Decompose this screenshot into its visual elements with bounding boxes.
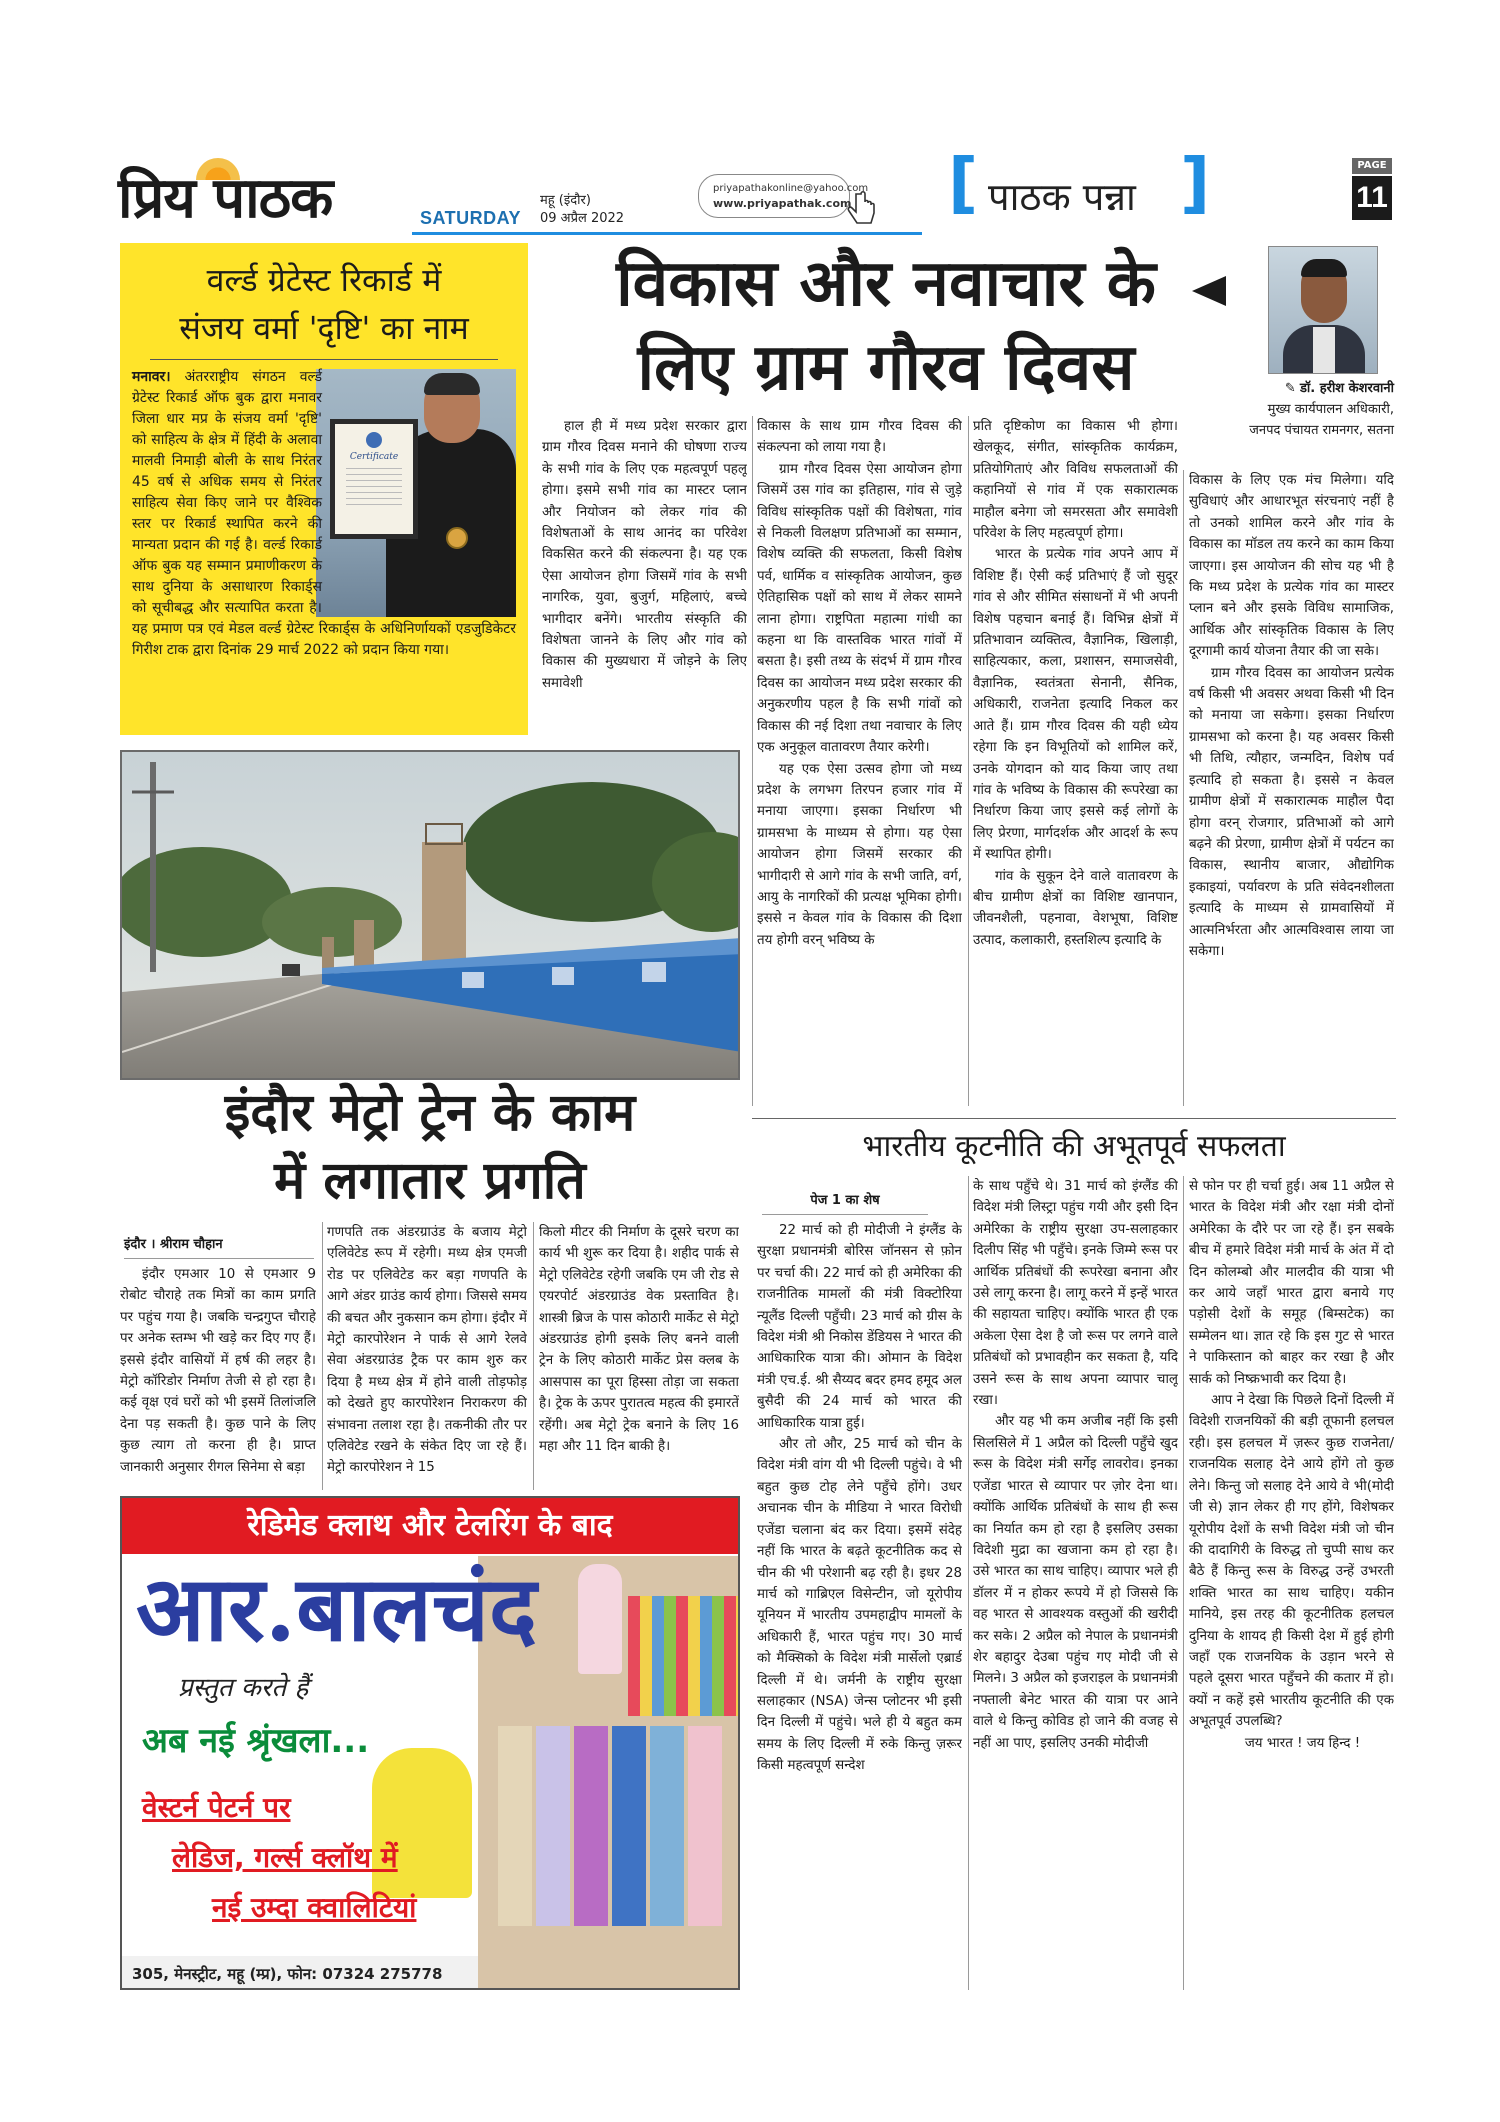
diplo-col2-p2: और यह भी कम अजीब नहीं कि इसी सिलसिले में 1 अप्रैल को दिल्ली पहुँचे खुद रूस के विदेश मंत्री सर्गेइ लावरोव। इनका एजेंडा भारत से व्यापार पर ज़ोर देना था। क्योंकि आर्थिक प्रतिबंधों के साथ ही रूस का निर्यात कम हो रहा है इसलिए उसका विदेशी मुद्रा का खजाना कम हो रहा है। उसे भारत का साथ चाहिए। व्यापार भले ही डॉलर में न होकर रूपये में हो जिससे कि वह भारत से आवश्यक वस्तुओं की खरीदी कर सके। 2 अप्रैल को नेपाल के प्रधानमंत्री शेर बहादुर देउबा पहुंच गए मोदी जी से मिलने। 3 अप्रैल को इजराइल के प्रधानमंत्री नफ्ताली बेनेट भारत की यात्रा पर आने वाले थे किन्तु कोविड हो जाने की वजह से नहीं आ पाए, इसलिए उनकी मोदीजी	[973, 1414, 1178, 1751]
gram-column-3	[973, 416, 1178, 1110]
ad-line-1: वेस्टर्न पेटर्न पर	[142, 1791, 291, 1824]
gram-col2-p2: ग्राम गौरव दिवस ऐसा आयोजन होगा जिसमें उस गांव का इतिहास, गांव से जुड़े विविध सांस्कृतिक पक्षों की विशेषता, गांव से निकली विलक्षण प्रतिभाओं का सम्मान, विशेष व्यक्ति की सफलता, किसी विशेष पर्व, धार्मिक व सांस्कृतिक आयोजन, कुछ ऐतिहासिक पक्षों को साथ में लेकर सामने लाना होगा। राष्ट्रपिता महात्मा गांधी का कहना था कि वास्तविक भारत गांवों में बसता है। इसी तथ्य के संदर्भ में ग्राम गौरव दिवस का आयोजन मध्य प्रदेश सरकार की अनुकरणीय पहल है कि सभी गांवों को विकास की नई दिशा तथा नवाचार के लिए एक अनुकूल वातावरण तैयार करेगी।	[757, 461, 962, 756]
diplomacy-column-1	[757, 1220, 962, 1990]
author-hair	[1301, 259, 1347, 277]
section-divider	[752, 1118, 1396, 1119]
diplomacy-headline: भारतीय कूटनीति की अभूतपूर्व सफलता	[862, 1129, 1286, 1164]
date: 09 अप्रैल 2022	[540, 211, 625, 226]
column-rule	[752, 416, 753, 1106]
page-label: PAGE	[1357, 160, 1387, 171]
gram-headline-1: विकास और नवाचार के	[616, 246, 1156, 321]
column-rule	[533, 1222, 534, 1490]
metro-headline-2: में लगातार प्रगति	[274, 1150, 586, 1211]
page-number-value: 11	[1356, 181, 1388, 214]
column-rule	[1183, 1176, 1184, 1990]
ad-top-banner: रेडिमेड क्लाथ और टेलरिंग के बाद	[122, 1498, 738, 1554]
ad-line-2: लेडिज, गर्ल्स क्लॉथ में	[172, 1841, 398, 1874]
gram-col3-p3: गांव के सुकून देने वाले वातावरण के बीच ग्रामीण क्षेत्रों का विशिष्ट खानपान, जीवनशैली, पहनावा, वेशभूषा, विशिष्ट उत्पाद, कलाकारी, हस्तशिल्प इत्यादि के	[973, 868, 1178, 948]
column-rule	[1183, 470, 1184, 1106]
metro-col1-p1: इंदौर एमआर 10 से एमआर 9 रोबोट चौराहे तक मित्रों का काम प्रगति पर पहुंच गया है। जबकि चन्द्रगुप्त चौराहे पर अनेक स्तम्भ भी खड़े कर दिए गए हैं। इससे इंदौर वासियों में हर्ष की लहर है। मेट्रो कॉरिडोर निर्माण तेजी से हो रहा है। कई वृक्ष एवं घरों को भी इसमें तिलांजलि देना पड़ सकती है। कुछ पाने के लिए कुछ त्याग तो करना ही है। प्राप्त जानकारी अनुसार रीगल सिनेमा से बड़ा	[120, 1267, 316, 1475]
metro-byline: इंदौर । श्रीराम चौहान	[124, 1237, 223, 1252]
diplo-col3-p3: जय भारत ! जय हिन्द !	[1244, 1735, 1361, 1751]
author-photo	[1268, 246, 1378, 374]
ad-brand: आर.बालचंद	[136, 1556, 537, 1662]
gram-headline-2: लिए ग्राम गौरव दिवस	[637, 330, 1135, 405]
section-bracket-left: [	[948, 144, 979, 221]
gram-col3-p2: भारत के प्रत्येक गांव अपने आप में विशिष्ट हैं। ऐसी कई प्रतिभाएं हैं जो सुदूर गांव से और सीमित संसाधनों में भी अपनी विशेष पहचान बनाई हैं। विभिन्न क्षेत्रों में प्रतिभावान व्यक्तित्व, वैज्ञानिक, खिलाड़ी, साहित्यकार, कला, प्रशासन, समाजसेवी, वैज्ञानिक, स्वतंत्रता सेनानी, सैनिक, अधिकारी, राजनेता इत्यादि निकल कर आते हैं। ग्राम गौरव दिवस की यही ध्येय रहेगा कि इन विभूतियों को शामिल करें, उनके योगदान को याद किया जाए तथा गांव के भविष्य के विकास की रूपरेखा का निर्धारण किया जाए इससे कई लोगों के लिए प्रेरणा, मार्गदर्शक और आदर्श के रूप में स्थापित होगी।	[973, 547, 1178, 863]
gram-col4-p2: ग्राम गौरव दिवस का आयोजन प्रत्येक वर्ष किसी भी अवसर अथवा किसी भी दिन को मनाया जा सकेगा। इसका निर्धारण ग्रामसभा को करना है। यह अवसर किसी भी तिथि, त्यौहार, जन्मदिन, विशेष पर्व इत्यादि हो सकता है। इससे न केवल ग्रामीण क्षेत्रों में सकारात्मक माहौल पैदा होगा वरन् रोजगार, प्रतिभाओं को आगे बढ़ने की प्रेरणा, ग्रामीण क्षेत्रों में पर्यटन का विकास, स्थानीय बाजार, औद्योगिक इकाइयां, पर्यावरण के प्रति संवेदनशीलता इत्यादि के माध्यम से ग्रामवासियों में आत्मनिर्भरता और आत्मविश्वास लाया जा सकेगा।	[1189, 665, 1394, 959]
section-title: पाठक पन्ना	[988, 175, 1136, 219]
record-text: अंतरराष्ट्रीय संगठन वर्ल्ड ग्रेटेस्ट रिकार्ड ऑफ बुक द्वारा मनावर जिला धार मप्र के संजय वर्मा 'दृष्टि' को साहित्य के क्षेत्र में हिंदी के अलावा मालवी निमाड़ी बोली के साथ निरंतर 45 वर्ष से अधिक समय से निरंतर साहित्य सेवा किए जाने पर वैश्विक स्तर पर रिकार्ड स्थापित करने की मान्यता प्रदान की गई है। वर्ल्ड रिकार्ड ऑफ बुक यह सम्मान प्रमाणीकरण के साथ दुनिया के असाधारण रिकार्ड्स को सूचीबद्ध और सत्यापित करता है। यह प्रमाण पत्र एवं मेडल वर्ल्ड ग्रेटेस्ट रिकार्ड्स के अधिनिर्णायकों एडजुडिकेटर गिरीश टाक द्वारा दिनांक 29 मार्च 2022 को प्रदान किया गया।	[132, 369, 516, 658]
gram-col4-p1: विकास के लिए एक मंच मिलेगा। यदि सुविधाएं और आधारभूत संरचनाएं नहीं है तो उनको शामिल करने और गांव के विकास का मॉडल तय करने का काम किया जाएगा। इस आयोजन की सोच यह भी है कि मध्य प्रदेश के प्रत्येक गांव का मास्टर प्लान बने और इसके विविध सामाजिक, आर्थिक और सांस्कृतिक विकास के लिए दूरगामी कार्य योजना तैयार की जा सके।	[1189, 473, 1394, 660]
gram-col2-p1: विकास के साथ ग्राम गौरव दिवस की संकल्पना को लाया गया है।	[757, 419, 962, 456]
pen-icon: ✎	[1284, 381, 1300, 396]
ad-address: 305, मेनस्ट्रीट, महू (म्प्र), फोन: 07324 275778	[122, 1956, 478, 1990]
page-number-box	[1352, 158, 1392, 174]
author-block	[1188, 378, 1394, 441]
metro-column-1	[120, 1264, 316, 1490]
metro-headline-1: इंदौर मेट्रो ट्रेन के काम	[224, 1082, 636, 1143]
diplo-col3-p2: आप ने देखा कि पिछले दिनों दिल्ली में विदेशी राजनयिकों की बड़ी तूफानी हलचल रही। इस हलचल में ज़रूर कुछ राजनेता/ राजनयिक सलाह देने आये होंगे तो कुछ लेने। किन्तु जो सलाह देने आये वे भी(मोदी जी से) ज्ञान लेकर ही गए होंगे, विशेषकर यूरोपीय देशों के सभी विदेश मंत्री जो चीन की दादागिरी के विरुद्ध तो चुप्पी साध कर बैठे हैं किन्तु रूस के विरुद्ध उन्हें उभरती शक्ति भारत का साथ चाहिए। यकीन मानिये, इस तरह की कूटनीतिक हलचल दुनिया के शायद ही किसी देश में हुई होगी जहाँ एक राजनयिक के उड़ान भरने से पहले दूसरा भारत पहुँचने की कतार में हो। क्यों न कहें इसे भारतीय कूटनीति की एक अभूतपूर्व उपलब्धि?	[1189, 1393, 1394, 1730]
column-rule	[322, 1222, 323, 1490]
author-shirt	[1313, 327, 1335, 374]
author-title-1: मुख्य कार्यपालन अधिकारी,	[1267, 402, 1394, 417]
author-name: डॉ. हरीश केशरवानी	[1299, 381, 1394, 396]
gram-column-2	[757, 416, 962, 1110]
record-body	[132, 367, 516, 727]
diplomacy-label: पेज 1 का शेष	[810, 1193, 880, 1208]
record-dateline: मनावर।	[132, 369, 171, 385]
record-headline-2: संजय वर्मा 'दृष्टि' का नाम	[179, 309, 469, 347]
page-number	[1352, 176, 1392, 220]
masthead	[0, 144, 1500, 240]
contact-box	[698, 174, 869, 218]
label-rule	[762, 1214, 928, 1215]
logo: प्रिय पाठक	[118, 165, 333, 231]
author-title-2: जनपद पंचायत रामनगर, सतना	[1249, 423, 1394, 438]
diplo-col3-p1: से फोन पर ही चर्चा हुई। अब 11 अप्रैल से भारत के विदेश मंत्री और रक्षा मंत्री दोनों अमेरिका के दौरे पर जा रहे हैं। इन सबके बीच में हमारे विदेश मंत्री मार्च के अंत में दो दिन कोलम्बो और मालदीव की यात्रा भी कर आये जहाँ भारत द्वारा बनाये गए पड़ोसी देशों के समूह (बिम्सटेक) का सम्मेलन था। ज्ञात रहे कि इस गुट से भारत ने पाकिस्तान को बाहर कर रखा है और सार्क को निष्क्रभावी कर दिया है।	[1189, 1179, 1394, 1387]
gram-column-1	[542, 416, 747, 728]
byline-rule	[124, 1258, 314, 1259]
diplo-col2-p1: के साथ पहुँचे थे। 31 मार्च को इंग्लैंड की विदेश मंत्री लिस्ट्रा पहुंच गयी और इसी दिन अमेरिका के राष्ट्रीय सुरक्षा उप-सलाहकार दिलीप सिंह भी पहुँचे। इनके जिम्मे रूस पर आर्थिक प्रतिबंधों की रूपरेखा बनाना और उसे लागू करना है। लागू करने में इन्हें भारत की सहायता चाहिए। क्योंकि भारत ही एक अकेला ऐसा देश है जो रूस पर लगने वाले प्रतिबंधों को प्रभावहीन कर सकता है, यदि उसने रूस के साथ अपना व्यापार चालू रखा।	[973, 1179, 1178, 1409]
diplomacy-column-3	[1189, 1176, 1394, 1990]
ad-line-3: नई उम्दा क्वालिटियां	[212, 1891, 417, 1924]
gram-col3-p1: प्रति दृष्टिकोण का विकास भी होगा। खेलकूद, संगीत, सांस्कृतिक कार्यक्रम, प्रतियोगिताएं और विविध सफलताओं की कहानियों से गांव में एक सकारात्मक माहौल बनेगा जो समरसता और समावेशी परिवेश के लिए महत्वपूर्ण होगा।	[973, 419, 1178, 542]
metro-col3-p1: किलो मीटर की निर्माण के दूसरे चरण का कार्य भी शुरू कर दिया है। शहीद पार्क से मेट्रो एलिवेटेड रहेगी जबकि एम जी रोड से एयरपोर्ट अंडरग्राउंड वेक प्रस्तावित है। शास्त्री ब्रिज के पास कोठारी मार्केट से मेट्रो अंडरग्राउंड होगी इसके लिए बनने वाली ट्रेन के लिए कोठारी मार्केट प्रेस क्लब के आसपास का पूरा हिस्सा तोड़ा जा सकता है। ट्रेक के ऊपर पुरातत्व महत्व की इमारतें रहेंगी। अब मेट्रो ट्रेक बनाने के लिए 16 महा और 11 दिन बाकी है।	[539, 1225, 739, 1455]
place: महू (इंदौर)	[540, 193, 591, 208]
record-story-box	[120, 243, 528, 735]
day-label: SATURDAY	[420, 208, 522, 228]
headline-arrow-icon	[1192, 276, 1226, 306]
gram-column-4	[1189, 470, 1394, 1110]
section-bracket-right: ]	[1180, 144, 1211, 221]
record-headline-rule	[150, 359, 498, 360]
record-headline-1: वर्ल्ड ग्रेटेस्ट रिकार्ड में	[206, 261, 442, 299]
gram-col2-p3: यह एक ऐसा उत्सव होगा जो मध्य प्रदेश के लगभग तिरपन हजार गांव में मनाया जाएगा। इसका निर्धारण भी ग्रामसभा के माध्यम से होगा। यह ऐसा आयोजन होगा जिसमें सरकार की भागीदारी से आगे गांव के सभी जाति, वर्ग, आयु के नागरिकों की प्रत्यक्ष भूमिका होगी। इससे न केवल गांव के विकास की दिशा तय होगी वरन् भविष्य के	[757, 761, 962, 948]
column-rule	[968, 1176, 969, 1990]
metro-column-3	[539, 1222, 739, 1492]
diplo-col1-p2: और तो और, 25 मार्च को चीन के विदेश मंत्री वांग यी भी दिल्ली पहुंचे। वे भी बहुत कुछ टोह लेने पहुँचे होंगे। उधर अचानक चीन के मीडिया ने भारत विरोधी एजेंडा चलाना बंद कर दिया। इसमें संदेह नहीं कि भारत के बढ़ते कूटनीतिक कद से चीन की भी परेशानी बढ़ रही है। इधर 28 मार्च को गाब्रिएल विसेन्टीन, जो यूरोपीय यूनियन में भारतीय उपमहाद्वीप मामलों के अधिकारी हैं, भारत पहुंच गए। 30 मार्च को मैक्सिको के विदेश मंत्री मार्सेलो एब्रार्ड दिल्ली में थे। जर्मनी के राष्ट्रीय सुरक्षा सलाहकार (NSA) जेन्स प्लोटनर भी इसी दिन दिल्ली में पहुंचे। भले ही ये बहुत कम समय के लिए दिल्ली में रुके किन्तु ज़रूर किसी महत्वपूर्ण सन्देश	[757, 1437, 962, 1774]
metro-col2-p1: गणपति तक अंडरग्राउंड के बजाय मेट्रो एलिवेटेड रूप में रहेगी। मध्य क्षेत्र एमजी रोड पर एलिवेटेड कर बड़ा गणपति के आगे अंडर ग्राउंड कार्य होगा। जिससे समय की बचत और नुकसान कम होगा। इंदौर में मेट्रो कारपोरेशन ने पार्क से आगे रेलवे सेवा अंडरग्राउंड ट्रैक पर काम शुरु कर दिया है मध्य क्षेत्र में होने वाली तोड़फोड़ को देखते हुए कारपोरेशन निराकरण की संभावना तलाश रहा है। तकनीकी तौर पर एलिवेटेड रखने के संकेत दिए जा रहे हैं। मेट्रो कारपोरेशन ने 15	[327, 1225, 527, 1476]
hand-pointer-icon	[846, 190, 878, 230]
certificate-title: Certificate	[349, 452, 399, 462]
column-rule	[968, 416, 969, 1106]
ad-presents: प्रस्तुत करते हैं	[178, 1673, 309, 1703]
masthead-rule	[412, 232, 922, 235]
email: priyapathakonline@yahoo.com	[713, 183, 869, 194]
website[interactable]: www.priyapathak.com	[713, 197, 852, 210]
metro-photo	[120, 750, 740, 1080]
jeans-rack	[498, 1726, 728, 1936]
advertisement	[120, 1496, 740, 1990]
ad-new-range: अब नई श्रृंखला...	[142, 1721, 370, 1761]
diplo-col1-p1: 22 मार्च को ही मोदीजी ने इंग्लैंड के सुरक्षा प्रधानमंत्री बोरिस जॉनसन से फ़ोन पर चर्चा की। 22 मार्च को ही अमेरिका की राजनीतिक मामलों की मंत्री विक्टोरिया न्यूलैंड दिल्ली पहुँची। 23 मार्च को ग्रीस के विदेश मंत्री श्री निकोस डेंडियस ने भारत की आधिकारिक यात्रा की। ओमान के विदेश मंत्री एच.ई. श्री सैय्यद बदर हमद हमूद अल बुसैदी की 24 मार्च को भारत की आधिकारिक यात्रा हुई।	[757, 1223, 962, 1431]
gram-col1-p1: हाल ही में मध्य प्रदेश सरकार द्वारा ग्राम गौरव दिवस मनाने की घोषणा राज्य के सभी गांव के लिए एक महत्वपूर्ण पहलू होगा। इसमे सभी गांव का मास्टर प्लान और नियोजन को लेकर गांव की विशेषताओं के साथ आनंद का परिवेश विकसित करने की संकल्पना है। यह एक ऐसा आयोजन होगा जिसमें गांव के सभी नागरिक, युवा, बुजुर्ग, महिलाएं, बच्चे भागीदार बनेंगे। भारतीय संस्कृति की विशेषता जानने के लिए और गांव को विकास की मुख्यधारा में जोड़ने के लिए समावेशी	[542, 419, 747, 691]
author-name-row	[1188, 378, 1394, 399]
metro-column-2	[327, 1222, 527, 1492]
dateline	[540, 192, 624, 228]
metro-scene	[122, 752, 740, 1080]
diplomacy-column-2	[973, 1176, 1178, 1990]
